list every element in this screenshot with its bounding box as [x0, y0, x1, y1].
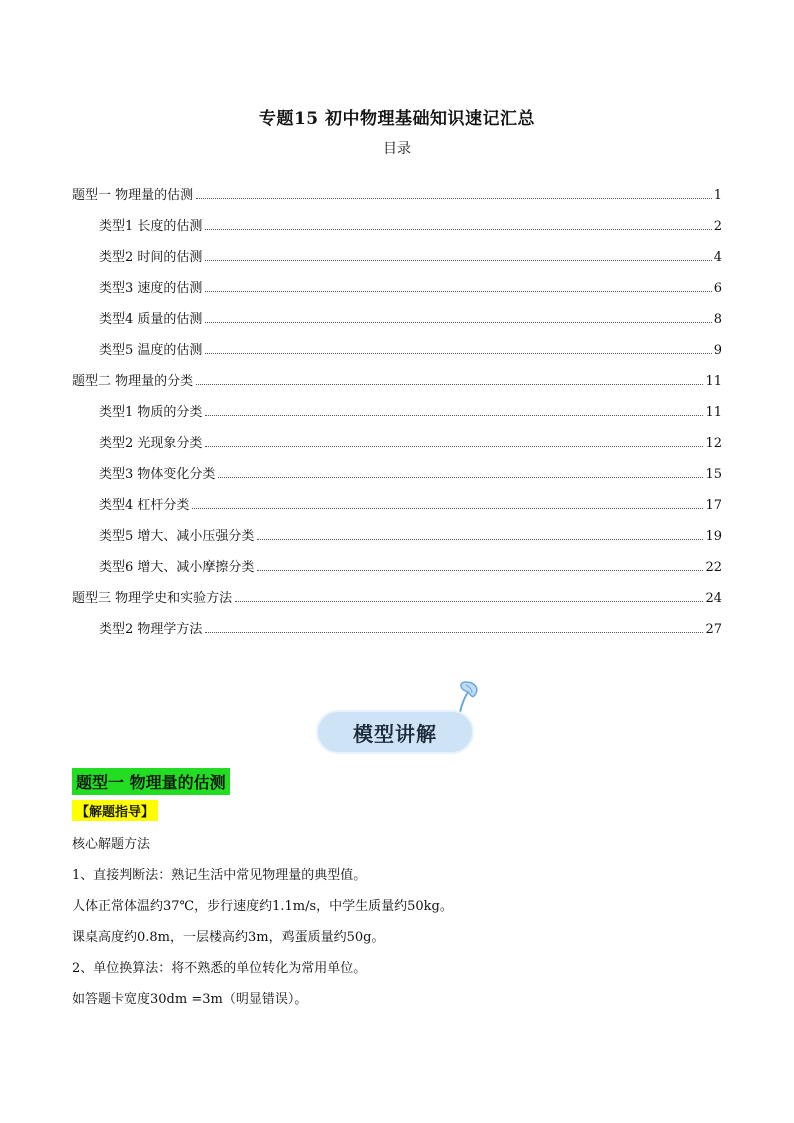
body-text-line: 核心解题方法	[72, 837, 151, 852]
toc-entry-page: 24	[705, 591, 722, 606]
toc-entry[interactable]	[72, 587, 722, 618]
toc-entry-page: 19	[705, 529, 722, 544]
toc-entry-label: 类型6 增大、减小摩擦分类	[99, 560, 255, 575]
toc-entry[interactable]	[72, 246, 722, 277]
toc-entry-page: 6	[713, 281, 722, 296]
toc-entry-label: 类型4 杠杆分类	[99, 498, 190, 513]
toc-leader-dots	[257, 570, 703, 571]
toc-entry-page: 11	[705, 374, 722, 389]
model-explanation-badge	[316, 680, 482, 758]
body-text-line: 如答题卡宽度30dm =3m（明显错误）。	[72, 992, 308, 1007]
toc-leader-dots	[205, 291, 711, 292]
body-text-line: 2、单位换算法：将不熟悉的单位转化为常用单位。	[72, 961, 367, 976]
toc-entry-page: 9	[713, 343, 722, 358]
toc-entry[interactable]	[72, 184, 722, 215]
toc-entry-label: 类型4 质量的估测	[99, 312, 203, 327]
toc-entry[interactable]	[72, 556, 722, 587]
toc-entry-label: 类型3 物体变化分类	[99, 467, 216, 482]
toc-entry[interactable]	[72, 308, 722, 339]
toc-leader-dots	[192, 508, 703, 509]
toc-entry[interactable]	[72, 339, 722, 370]
toc-entry-label: 类型1 长度的估测	[99, 219, 203, 234]
toc-entry-page: 2	[713, 219, 722, 234]
toc-entry[interactable]	[72, 215, 722, 246]
toc-entry[interactable]	[72, 370, 722, 401]
body-text-line: 课桌高度约0.8m，一层楼高约3m，鸡蛋质量约50g。	[72, 930, 385, 945]
leaf-icon	[452, 680, 482, 714]
toc-entry-label: 类型3 速度的估测	[99, 281, 203, 296]
toc-entry[interactable]	[72, 618, 722, 649]
badge-label: 模型讲解	[316, 710, 474, 754]
toc-leader-dots	[235, 601, 703, 602]
toc-entry-page: 17	[705, 498, 722, 513]
toc-entry-page: 15	[705, 467, 722, 482]
toc-entry-page: 4	[713, 250, 722, 265]
toc-entry-page: 22	[705, 560, 722, 575]
toc-leader-dots	[196, 384, 703, 385]
toc-entry-page: 8	[713, 312, 722, 327]
toc-entry-page: 11	[705, 405, 722, 420]
toc-leader-dots	[205, 446, 703, 447]
toc-leader-dots	[205, 415, 703, 416]
toc-entry-label: 类型2 光现象分类	[99, 436, 203, 451]
body-text-line: 人体正常体温约37℃，步行速度约1.1m/s，中学生质量约50kg。	[72, 899, 453, 914]
toc-entry[interactable]	[72, 401, 722, 432]
toc-leader-dots	[257, 539, 703, 540]
toc-entry[interactable]	[72, 432, 722, 463]
toc-entry-label: 类型2 时间的估测	[99, 250, 203, 265]
body-text-line: 1、直接判断法：熟记生活中常见物理量的典型值。	[72, 868, 367, 883]
toc-entry-label: 类型5 温度的估测	[99, 343, 203, 358]
section-body	[72, 832, 722, 1018]
toc-entry[interactable]	[72, 525, 722, 556]
toc-leader-dots	[205, 632, 703, 633]
document-title: 专题15 初中物理基础知识速记汇总	[258, 109, 536, 129]
hint-tag: 【解题指导】	[72, 800, 158, 821]
toc-entry[interactable]	[72, 494, 722, 525]
toc-entry[interactable]	[72, 463, 722, 494]
toc-entry-page: 12	[705, 436, 722, 451]
toc-heading: 目录	[383, 141, 411, 157]
section-title: 题型一 物理量的估测	[72, 768, 230, 795]
toc-leader-dots	[205, 353, 711, 354]
toc-entry-label: 题型二 物理量的分类	[72, 374, 194, 389]
toc-entry-label: 题型一 物理量的估测	[72, 188, 194, 203]
toc-leader-dots	[205, 260, 711, 261]
toc-leader-dots	[196, 198, 712, 199]
toc-entry-label: 类型1 物质的分类	[99, 405, 203, 420]
toc-entry-page: 27	[705, 622, 722, 637]
toc-entry-page: 1	[713, 188, 722, 203]
toc-leader-dots	[218, 477, 703, 478]
toc-entry[interactable]	[72, 277, 722, 308]
table-of-contents	[72, 184, 722, 649]
toc-entry-label: 类型5 增大、减小压强分类	[99, 529, 255, 544]
toc-entry-label: 题型三 物理学史和实验方法	[72, 591, 233, 606]
toc-leader-dots	[205, 322, 711, 323]
toc-leader-dots	[205, 229, 711, 230]
toc-entry-label: 类型2 物理学方法	[99, 622, 203, 637]
